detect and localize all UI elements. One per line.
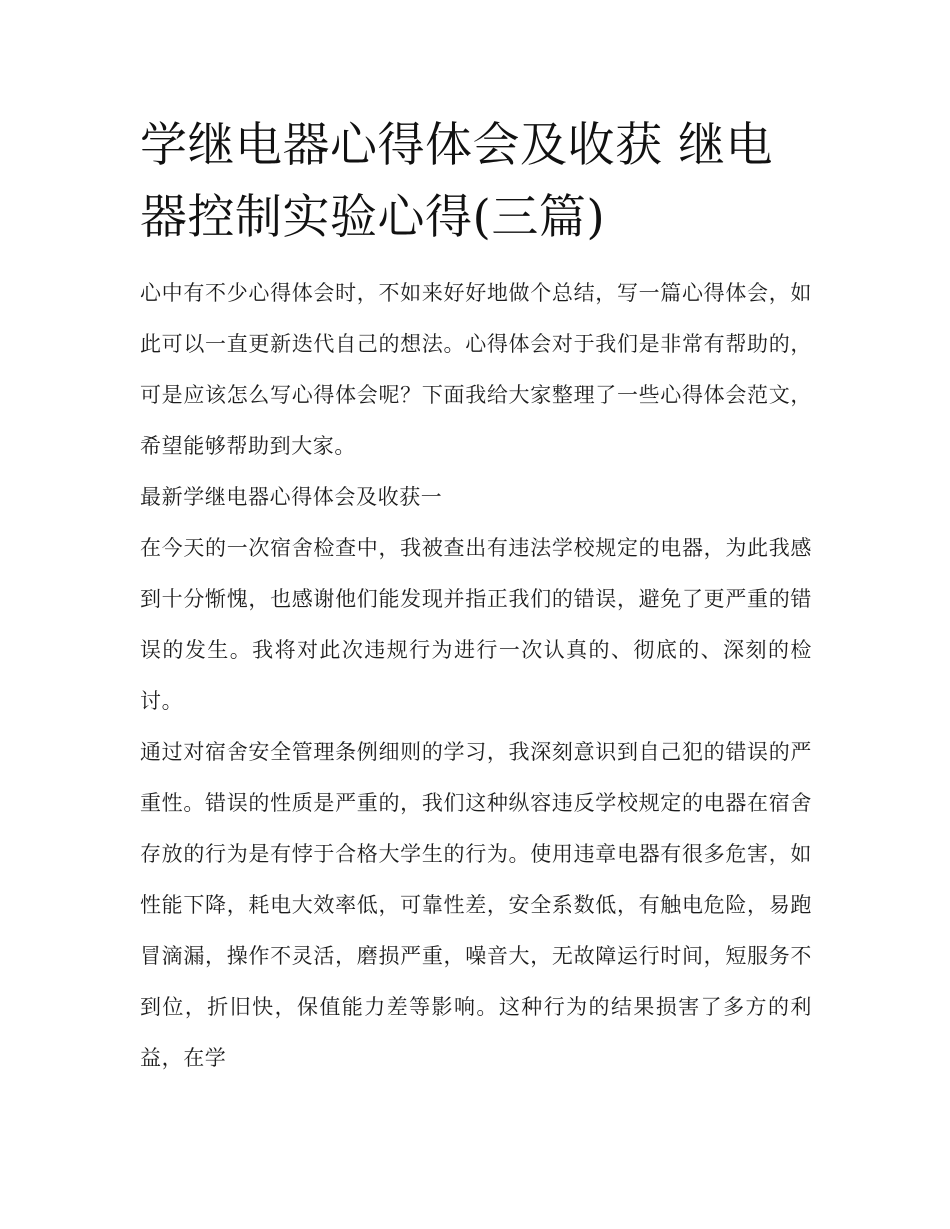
document-page	[140, 110, 812, 1084]
intro-paragraph: 心中有不少心得体会时，不如来好好地做个总结，写一篇心得体会，如此可以一直更新迭代自己的想法。心得体会对于我们是非常有帮助的，可是应该怎么写心得体会呢？下面我给大家整理了一些心得体会范文，希望能够帮助到大家。	[140, 281, 812, 458]
body-paragraph-1: 在今天的一次宿舍检查中，我被查出有违法学校规定的电器，为此我感到十分惭愧，也感谢他们能发现并指正我们的错误，避免了更严重的错误的发生。我将对此次违规行为进行一次认真的、彻底的、深刻的检讨。	[140, 536, 812, 713]
body-paragraph-2: 通过对宿舍安全管理条例细则的学习，我深刻意识到自己犯的错误的严重性。错误的性质是严重的，我们这种纵容违反学校规定的电器在宿舍存放的行为是有悖于合格大学生的行为。使用违章电器有很多危害，如性能下降，耗电大效率低，可靠性差，安全系数低，有触电危险，易跑冒滴漏，操作不灵活，磨损严重，噪音大，无故障运行时间，短服务不到位，折旧快，保值能力差等影响。这种行为的结果损害了多方的利益，在学	[140, 740, 812, 1070]
document-title: 学继电器心得体会及收获 继电器控制实验心得(三篇)	[140, 118, 773, 245]
section-heading: 最新学继电器心得体会及收获一	[140, 485, 443, 509]
